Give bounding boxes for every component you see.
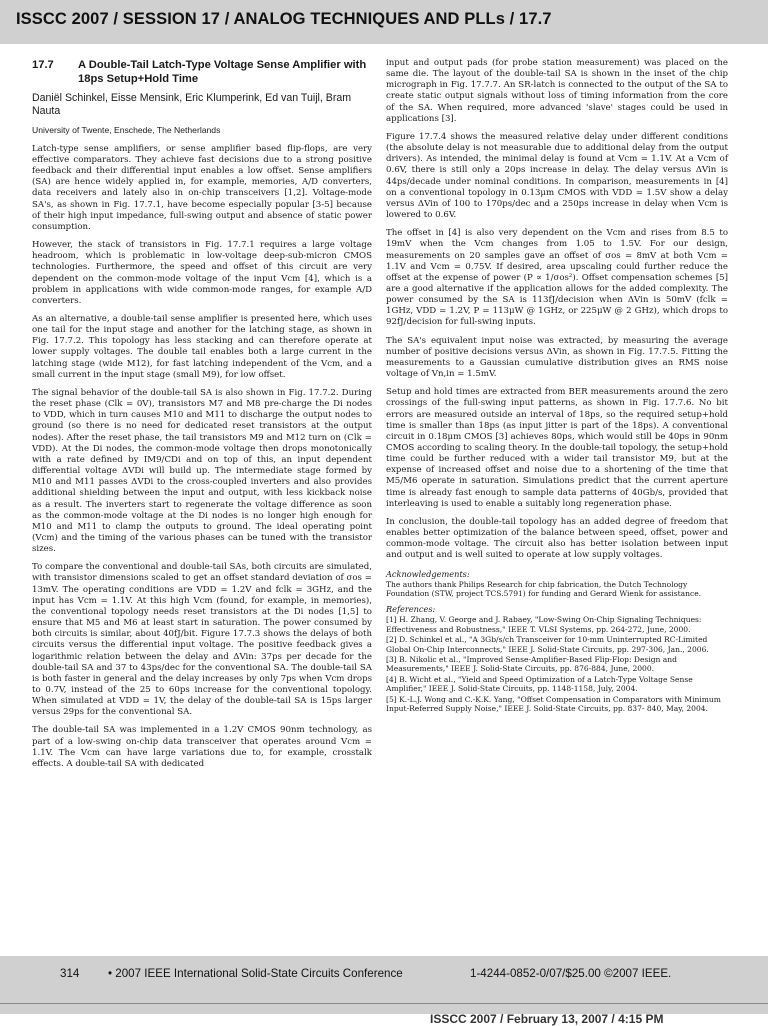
body-paragraph: The offset in [4] is also very dependent on the Vcm and rises from 8.5 to 19mV when the Vcm changes from 1.05 to 1.5V. For our design, measurements on 20 samples gave an offset of σos = 8mV at both Vcm = 1.1V and Vcm = 0.75V. If desired, area upscaling could further reduce the offset at the expense of power (P ∝ 1/σos²). Offset compensation schemes [5] are a good alternative if the application allows for the added complexity. The power consumed by the SA is 113fJ/decision when ΔVin is 50mV (fclk = 1GHz, VDD = 1.2V, P = 113μW @ 1GHz, or 225μW @ 2 GHz), which drops to 92fJ/decision for full-swing inputs. (386, 228, 728, 328)
reference-item: [3] B. Nikolic et al., "Improved Sense-Amplifier-Based Flip-Flop: Design and Measurements," IEEE J. Solid-State Circuits, pp. 876-884, June, 2000. (386, 655, 677, 674)
acknowledgements-label: Acknowledgements: (386, 568, 470, 579)
paper-authors: Daniël Schinkel, Eisse Mensink, Eric Klumperink, Ed van Tuijl, Bram Nauta (32, 92, 352, 118)
paper-number: 17.7 (32, 59, 54, 71)
header-title: ISSCC 2007 / SESSION 17 / ANALOG TECHNIQUES AND PLLs / 17.7 (16, 10, 552, 28)
footer-partial-line: ISSCC 2007 / February 13, 2007 / 4:15 PM (430, 1012, 664, 1026)
body-paragraph: Latch-type sense amplifiers, or sense amplifier based flip-flops, are very effective comparators. They achieve fast decisions due to a strong positive feedback and their differential input enables a low offset. Sense amplifiers (SA) are hence widely applied in, for example, memories, A/D converters, data receivers and lately also in on-chip transceivers [1,2]. Voltage-mode SA's, as shown in Fig. 17.7.1, have become especially popular [3-5] because of their high input impedance, full-swing output and absence of static power consumption. (32, 143, 372, 232)
references-label: References: (386, 604, 436, 615)
body-paragraph: In conclusion, the double-tail topology has an added degree of freedom that enables better optimization of the balance between speed, offset, power and common-mode voltage. The circuit also has better isolation between input and output and is well suited to operate at low supply voltages. (386, 516, 728, 561)
reference-item: [5] K.-L.J. Wong and C.-K.K. Yang, "Offset Compensation in Comparators with Minimum Input-Referred Supply Noise," IEEE J. Solid-State Circuits, pp. 837- 840, May, 2004. (386, 694, 721, 714)
reference-item: [2] D. Schinkel et al., "A 3Gb/s/ch Transceiver for 10-mm Uninterrupted RC-Limited Global On-Chip Interconnects," IEEE J. Solid-State Circuits, pp. 297-306, Jan., 2006. (386, 635, 709, 654)
body-paragraph: The SA's equivalent input noise was extracted, by measuring the average number of positive decisions versus ΔVin, as shown in Fig. 17.7.5. Fitting the measurements to a Gaussian cumulative distribution gives an RMS noise voltage of Vn,in = 1.5mV. (386, 335, 728, 380)
footer-conference: • 2007 IEEE International Solid-State Circuits Conference (108, 967, 403, 980)
paper-affiliation: University of Twente, Enschede, The Netherlands (32, 124, 221, 135)
body-paragraph: Setup and hold times are extracted from BER measurements around the zero crossings of the full-swing input patterns, as shown in Fig. 17.7.6. No bit errors are measured outside an interval of 18ps, so the required setup+hold time is smaller than 18ps (as input jitter is part of the 18ps). A conventional circuit in 0.18μm CMOS [3] achieves 80ps, which would still be 40ps in 90nm CMOS according to scaling theory. In the double-tail topology, the setup+hold time could be further reduced with a wider tail transistor M9, but at the expense of increased offset and noise due to a shortening of the time that M5/M6 operate in saturation. Simulations predict that the current aperture time is already fast enough to sample data patterns of 40Gb/s, provided that interleaving is used to enable a suitably long regeneration phase. (386, 387, 728, 509)
body-paragraph: The double-tail SA was implemented in a 1.2V CMOS 90nm technology, as part of a low-swing on-chip data transceiver that operates around Vcm = 1.1V. The Vcm can have large variations due to, for example, crosstalk effects. A double-tail SA with dedicated (32, 725, 372, 769)
body-paragraph: However, the stack of transistors in Fig. 17.7.1 requires a large voltage headroom, which is problematic in low-voltage deep-sub-micron CMOS technologies. Furthermore, the speed and offset of this circuit are very dependent on the common-mode voltage of the input Vcm [4], which is a problem in applications with wide common-mode ranges, for example A/D converters. (32, 240, 372, 306)
footer-band (0, 956, 768, 1014)
reference-item: [4] B. Wicht et al., "Yield and Speed Optimization of a Latch-Type Voltage Sense Amplifier," IEEE J. Solid-State Circuits, pp. 1148-1158, July, 2004. (386, 674, 693, 694)
reference-list (386, 615, 728, 713)
left-column (32, 58, 372, 777)
body-paragraph: As an alternative, a double-tail sense amplifier is presented here, which uses one tail for the input stage and another for the latching stage, as shown in Fig. 17.7.2. This topology has less stacking and can therefore operate at lower supply voltages. The double tail enables both a large current in the latching stage (wide M12), for fast latching independent of the Vcm, and a small current in the input stage (small M9), for low offset. (32, 314, 372, 380)
body-paragraph: To compare the conventional and double-tail SAs, both circuits are simulated, with transistor dimensions scaled to get an offset standard deviation of σos = 13mV. The operating conditions are VDD = 1.2V and fclk = 3GHz, and the input has Vcm = 1.1V. At this high Vcm (found, for example, in memories), the conventional topology needs reset transistors at the Di nodes [1,5] to ensure that M5 and M6 at least start in saturation. The power consumed by both circuits is similar, about 40fJ/bit. Figure 17.7.3 shows the delays of both circuits versus the differential input voltage. The positive feedback gives a logarithmic relation between the delay and ΔVin: 37ps per decade for the double-tail SA and 37 to 43ps/dec for the conventional SA. The double-tail SA is both faster in general and the delay increases by only 7ps when Vcm drops to 0.7V, instead of the 25 to 60ps increase for the conventional topology. When simulated at VDD = 1V, the delay of the double-tail SA is 15ps larger versus 29ps for the conventional SA. (32, 562, 372, 718)
reference-item: [1] H. Zhang, V. George and J. Rabaey, "Low-Swing On-Chip Signaling Techniques: Effectiveness and Robustness," IEEE T. VLSI Systems, pp. 264-272, June, 2000. (386, 615, 702, 634)
header-band (0, 0, 768, 44)
footer-page-number: 314 (60, 967, 80, 980)
footer-divider (0, 1003, 768, 1004)
paper-heading (32, 58, 372, 86)
footer-isbn: 1-4244-0852-0/07/$25.00 ©2007 IEEE. (470, 967, 672, 980)
acknowledgements-text: The authors thank Philips Research for chip fabrication, the Dutch Technology Foundation (STW, project TCS.5791) for funding and Gerard Wienk for assistance. (386, 579, 702, 598)
right-column (386, 58, 728, 714)
body-paragraph: input and output pads (for probe station measurement) was placed on the same die. The layout of the double-tail SA is shown in the inset of the chip micrograph in Fig. 17.7.7. An SR-latch is connected to the output of the SA to create static output signals without loss of timing information from the core of the SA. When required, more advanced 'slave' stages could be used in applications [3]. (386, 58, 728, 124)
body-paragraph: The signal behavior of the double-tail SA is also shown in Fig. 17.7.2. During the reset phase (Clk = 0V), transistors M7 and M8 pre-charge the Di nodes to VDD, which in turn causes M10 and M11 to discharge the output nodes to ground (so there is no need for dedicated reset transistors at the output nodes). After the reset phase, the tail transistors M9 and M12 turn on (Clk = VDD). At the Di nodes, the common-mode voltage then drops monotonically with a rate defined by IM9/CDi and on top of this, an input dependent differential voltage ΔVDi will build up. The intermediate stage formed by M10 and M11 passes ΔVDi to the cross-coupled inverters and also provides additional shielding between the input and output, with less kickback noise as a result. The inverters start to regenerate the voltage difference as soon as the common-mode voltage at the Di nodes is no longer high enough for M10 and M11 to clamp the outputs to ground. The ideal operating point (Vcm) and the timing of the various phases can be tuned with the transistor sizes. (32, 387, 372, 555)
body-paragraph: Figure 17.7.4 shows the measured relative delay under different conditions (the absolute delay is not measurable due to additional delay from the output drivers). As intended, the minimal delay is found at Vcm = 1.1V. At a Vcm of 0.6V, there is still only a 20ps increase in delay. The delay versus ΔVin is 44ps/decade under nominal conditions. In comparison, measurements in [4] on a conventional topology in 0.13μm CMOS with VDD = 1.5V show a delay versus ΔVin of 100 to 170ps/dec and a 250ps increase in delay when Vcm is lowered to 0.6V. (386, 131, 728, 221)
paper-title: A Double-Tail Latch-Type Voltage Sense Amplifier with 18ps Setup+Hold Time (78, 59, 367, 85)
